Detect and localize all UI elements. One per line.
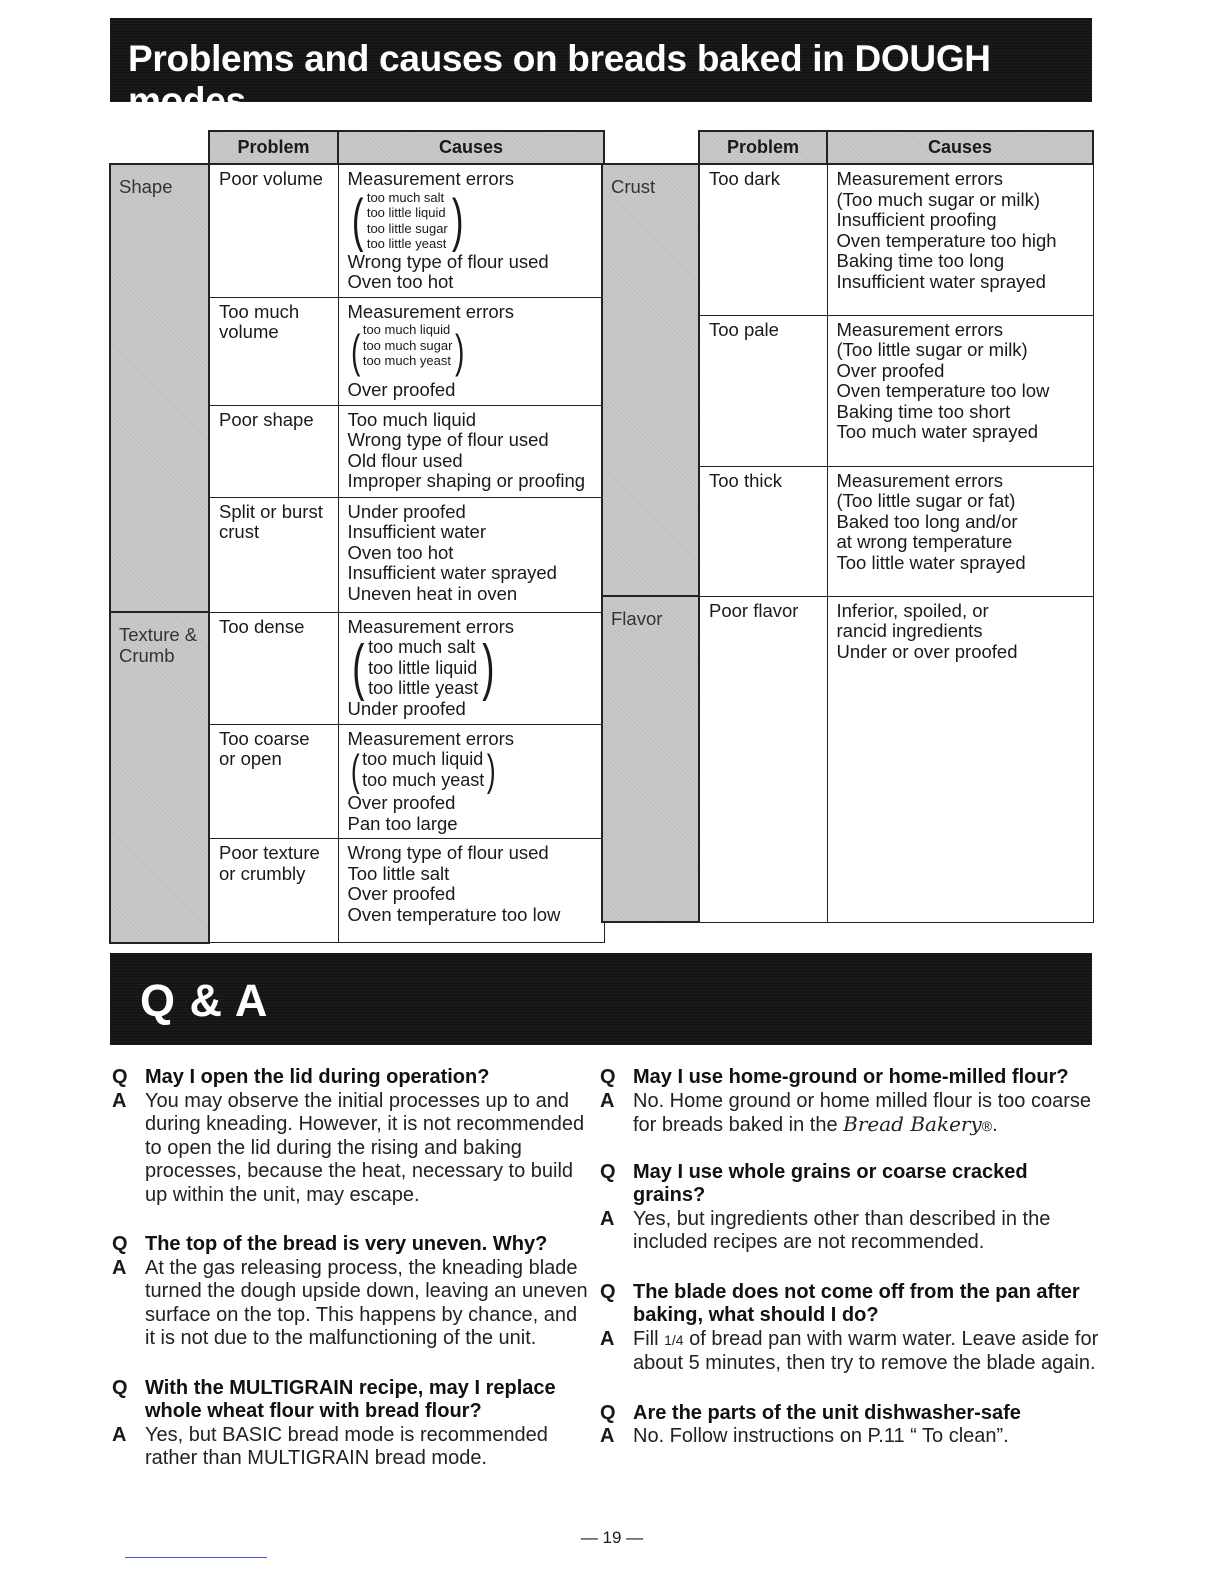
problem-cell: Too thick: [699, 466, 827, 596]
problem-cell: Poor volume: [209, 164, 338, 297]
problem-cell: Too coarse or open: [209, 724, 338, 839]
qa-item: Q Are the parts of the unit dishwasher-safe A No. Follow instructions on P.11 “ To clean”.: [600, 1401, 1021, 1447]
answer-text: No. Home ground or home milled flour is too coarse for breads baked in the Bread Bakery®.: [633, 1089, 1091, 1136]
qa-column-right: [600, 1066, 1105, 1475]
section-banner: [110, 18, 1092, 121]
qa-item: Q May I open the lid during operation? A You may observe the initial processes up to and during kneading. However, it is not recommended to open the lid during the rising and baking processes, because the heat, necessary to build up within the unit, may escape.: [112, 1066, 592, 1207]
causes-cell: Measurement errors ( too much salt too little liquid too little sugar too little yeast ) Wrong type of flour used Oven too hot: [338, 164, 604, 297]
problem-cell: Too dark: [699, 164, 827, 315]
causes-cell: Measurement errors ( too much liquid too much yeast ) Over proofed Pan too large: [338, 724, 604, 839]
question-text: With the MULTIGRAIN recipe, may I replace whole wheat flour with bread flour?: [145, 1376, 556, 1422]
causes-cell: Too much liquid Wrong type of flour used Old flour used Improper shaping or proofing: [338, 405, 604, 497]
answer-text: You may observe the initial processes up to and during kneading. However, it is not recommended to open the lid during the rising and baking processes, because the heat, necessary to build up within the unit, may escape.: [145, 1089, 585, 1206]
category-flavor: Flavor: [602, 596, 699, 922]
qa-item: Q May I use whole grains or coarse cracked grains? A Yes, but ingredients other than described in the included recipes are not recommended.: [600, 1161, 1105, 1255]
header-problem: Problem: [699, 131, 827, 164]
answer-text: At the gas releasing process, the kneading blade turned the dough upside down, leaving an uneven surface on the top. This happens by chance, and it is not due to the malfunctioning of the unit.: [145, 1256, 588, 1349]
causes-cell: Measurement errors (Too little sugar or milk) Over proofed Oven temperature too low Baking time too short Too much water sprayed: [827, 315, 1093, 466]
qa-item: Q The blade does not come off from the pan after baking, what should I do? A Fill 1/4 of bread pan with warm water. Leave aside for about 5 minutes, then try to remove the blade again.: [600, 1281, 1105, 1376]
header-causes: Causes: [827, 131, 1093, 164]
question-text: Are the parts of the unit dishwasher-safe: [633, 1401, 1021, 1424]
page-number: — 19 —: [580, 1528, 644, 1547]
question-text: May I use home-ground or home-milled flour?: [633, 1066, 1069, 1088]
page-title: Problems and causes on breads baked in DOUGH modes: [128, 38, 991, 121]
qa-title: Q & A: [140, 975, 269, 1026]
brand-name: Bread Bakery: [843, 1112, 982, 1136]
problem-cell: Too dense: [209, 612, 338, 724]
question-text: The blade does not come off from the pan after baking, what should I do?: [633, 1280, 1080, 1326]
problem-cell: Poor shape: [209, 405, 338, 497]
causes-cell: Under proofed Insufficient water Oven too hot Insufficient water sprayed Uneven heat in oven: [338, 497, 604, 612]
category-shape: Shape: [110, 164, 209, 612]
question-text: May I open the lid during operation?: [145, 1066, 490, 1088]
problems-table-right: [601, 130, 1094, 923]
measurement-detail: ( too much liquid too much yeast ): [350, 746, 496, 795]
problems-table-left: [109, 130, 605, 944]
header-problem: Problem: [209, 131, 338, 164]
category-crust: Crust: [602, 164, 699, 596]
causes-cell: Measurement errors (Too much sugar or milk) Insufficient proofing Oven temperature too high Baking time too long Insufficient water sprayed: [827, 164, 1093, 315]
causes-cell: Measurement errors ( too much liquid too much sugar too much yeast ) Over proofed: [338, 297, 604, 405]
footer-rule: [125, 1557, 267, 1558]
header-causes: Causes: [338, 131, 604, 164]
answer-text: No. Follow instructions on P.11 “ To clean”.: [633, 1425, 1009, 1447]
answer-text: Fill 1/4 of bread pan with warm water. Leave aside for about 5 minutes, then try to remove the blade again.: [633, 1327, 1099, 1374]
problem-cell: Too pale: [699, 315, 827, 466]
category-texture-crumb: Texture & Crumb: [110, 612, 209, 943]
measurement-detail: ( too much salt too little liquid too little yeast ): [351, 633, 495, 702]
problem-cell: Too much volume: [209, 297, 338, 405]
answer-text: Yes, but ingredients other than described in the included recipes are not recommended.: [633, 1207, 1051, 1253]
problem-cell: Poor flavor: [699, 596, 827, 922]
causes-cell: Measurement errors ( too much salt too little liquid too little yeast ) Under proofed: [338, 612, 604, 724]
qa-item: Q May I use home-ground or home-milled flour? A No. Home ground or home milled flour is too coarse for breads baked in the Bread Bakery®.: [600, 1066, 1105, 1139]
causes-cell: Inferior, spoiled, or rancid ingredients Under or over proofed: [827, 596, 1093, 922]
measurement-detail: ( too much salt too little liquid too little sugar too little yeast ): [351, 187, 464, 253]
qa-banner: [110, 953, 1092, 1045]
causes-cell: Wrong type of flour used Too little salt Over proofed Oven temperature too low: [338, 839, 604, 943]
question-text: May I use whole grains or coarse cracked grains?: [633, 1160, 1028, 1206]
problem-cell: Split or burst crust: [209, 497, 338, 612]
qa-item: Q With the MULTIGRAIN recipe, may I replace whole wheat flour with bread flour? A Yes, but BASIC bread mode is recommended rather than MULTIGRAIN bread mode.: [112, 1377, 592, 1471]
question-text: The top of the bread is very uneven. Why?: [145, 1233, 548, 1255]
qa-item: Q The top of the bread is very uneven. Why? A At the gas releasing process, the kneading blade turned the dough upside down, leaving an uneven surface on the top. This happens by chance, and it is not due to the malfunctioning of the unit.: [112, 1233, 592, 1351]
fraction: 1/4: [664, 1331, 684, 1348]
qa-column-left: [112, 1066, 592, 1497]
answer-text: Yes, but BASIC bread mode is recommended rather than MULTIGRAIN bread mode.: [145, 1423, 548, 1469]
problem-cell: Poor texture or crumbly: [209, 839, 338, 943]
causes-cell: Measurement errors (Too little sugar or fat) Baked too long and/or at wrong temperature Too little water sprayed: [827, 466, 1093, 596]
measurement-detail: ( too much liquid too much sugar too much yeast ): [350, 322, 465, 377]
